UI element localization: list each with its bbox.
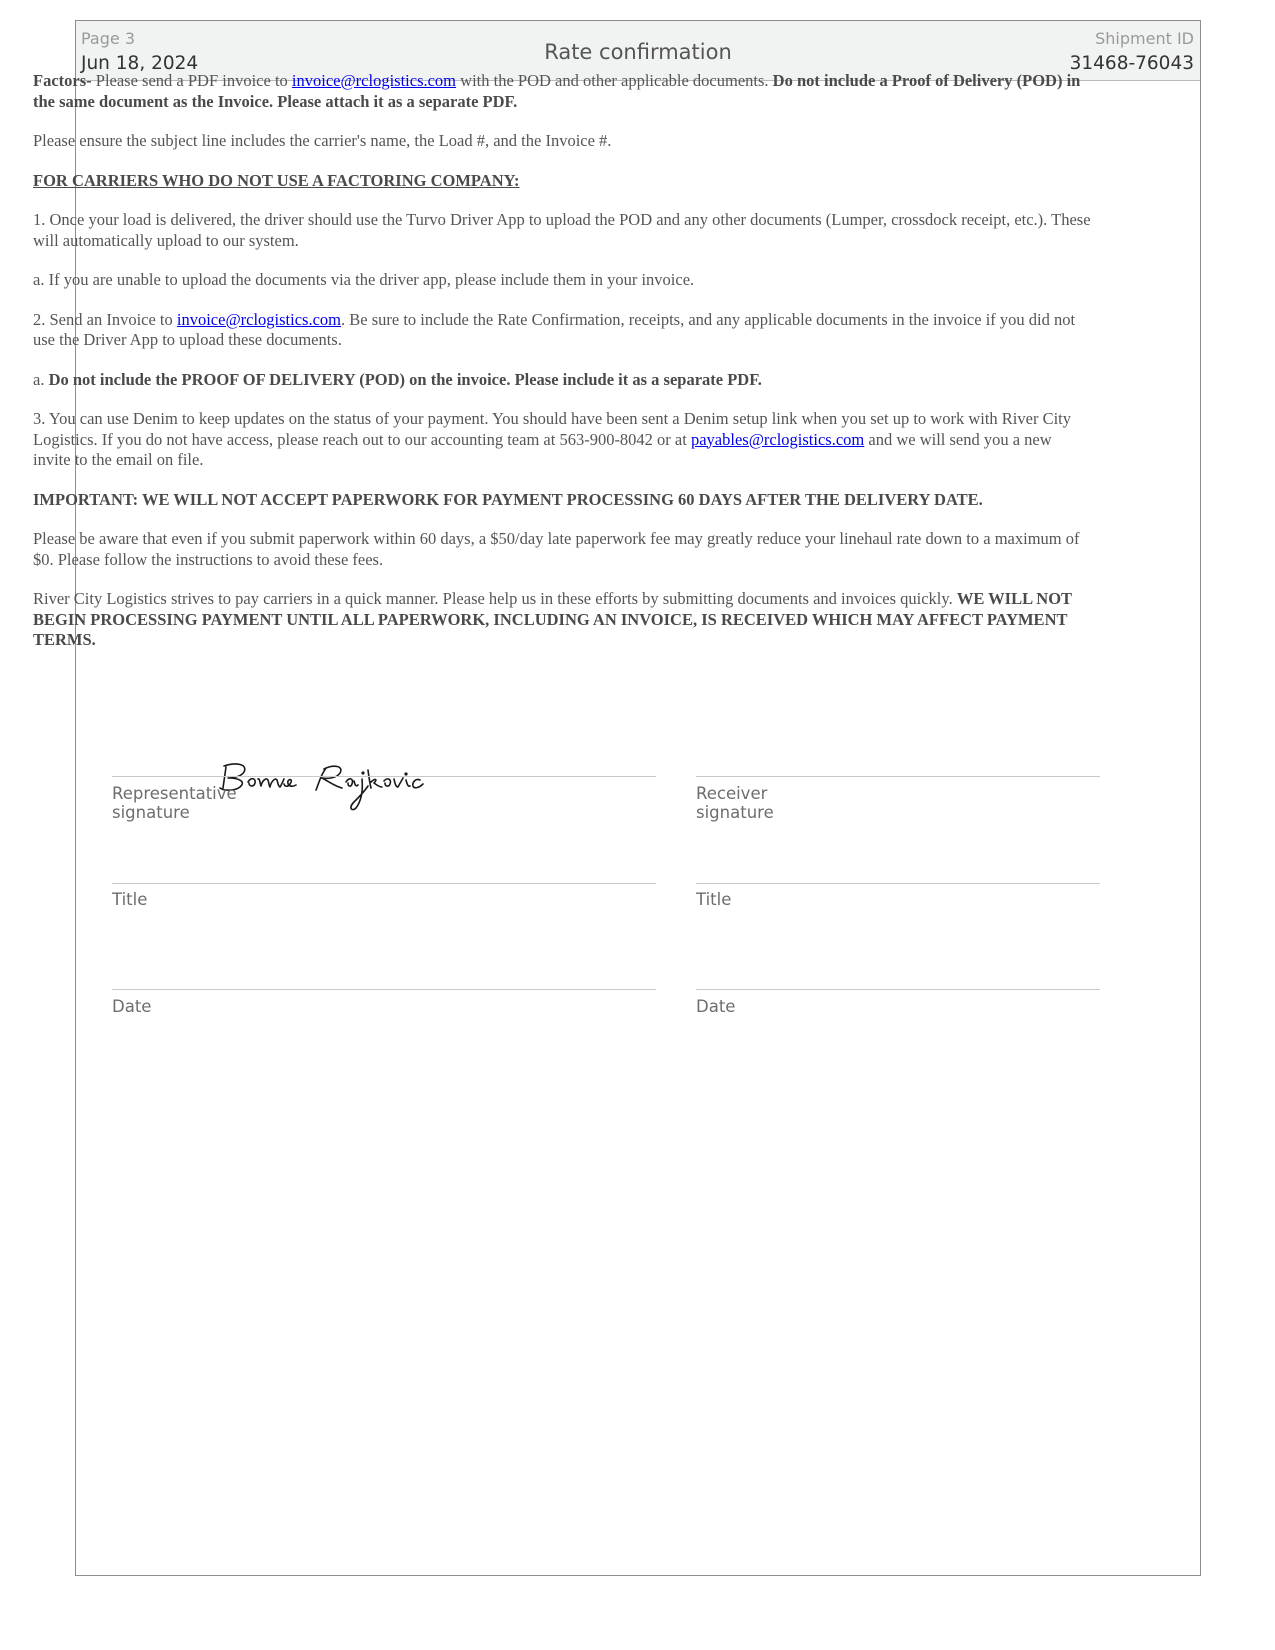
document-date: Jun 18, 2024: [81, 53, 199, 74]
factors-text: Please send a PDF invoice to: [91, 71, 292, 90]
step-2a-warning: Do not include the PROOF OF DELIVERY (POD) on the invoice. Please include it as a separate PDF.: [48, 369, 762, 389]
representative-title-line[interactable]: [112, 883, 656, 884]
factors-warning: Do not include a Proof of Delivery (POD) in the same document as the Invoice. Please attach it as a separate PDF.: [33, 71, 1081, 111]
page-number: Page 3: [81, 29, 135, 48]
step-3-text: 3. You can use Denim to keep updates on the status of your payment. You should have been sent a Denim setup link when you set up to work with River City Logistics. If you do not have access, please reach out to our accounting team at 563-900-8042 or at: [33, 409, 1071, 449]
step-1a-paragraph: a. If you are unable to upload the documents via the driver app, please include them in your invoice.: [33, 270, 695, 289]
step-2-text: 2. Send an Invoice to: [33, 309, 177, 329]
subject-line-paragraph: Please ensure the subject line includes the carrier's name, the Load #, and the Invoice #.: [33, 131, 612, 150]
payment-terms-text: River City Logistics strives to pay carriers in a quick manner. Please help us in these efforts by submitting documents and invoices quickly.: [33, 589, 957, 608]
important-notice: [33, 490, 1093, 511]
factors-text-after: with the POD and other applicable documents.: [456, 71, 773, 90]
factors-lead: Factors-: [33, 71, 92, 90]
receiver-title-line[interactable]: [696, 883, 1100, 884]
step-1-paragraph: 1. Once your load is delivered, the driver should use the Turvo Driver App to upload the POD and any other documents (Lumper, crossdock receipt, etc.). These will automatically upload to our system.: [33, 210, 1091, 250]
receiver-signature-line[interactable]: [696, 776, 1100, 777]
invoice-email-link[interactable]: invoice@rclogistics.com: [291, 71, 457, 90]
payment-terms-warning: WE WILL NOT BEGIN PROCESSING PAYMENT UNTIL ALL PAPERWORK, INCLUDING AN INVOICE, IS RECEIVED WHICH MAY AFFECT PAYMENT TERMS.: [33, 589, 1072, 649]
receiver-signature-label: Receiver signature: [696, 784, 774, 822]
representative-signature-label: Representative signature: [112, 784, 237, 822]
late-fee-paragraph: Please be aware that even if you submit paperwork within 60 days, a $50/day late paperwork fee may greatly reduce your linehaul rate down to a maximum of $0. Please follow the instructions to avoid these fees.: [33, 529, 1080, 569]
representative-date-line[interactable]: [112, 989, 656, 990]
important-notice-text: IMPORTANT: WE WILL NOT ACCEPT PAPERWORK FOR PAYMENT PROCESSING 60 DAYS AFTER THE DELIVERY DATE.: [33, 489, 983, 509]
invoice-email-link-2[interactable]: invoice@rclogistics.com: [176, 309, 342, 329]
representative-date-label: Date: [112, 997, 152, 1016]
representative-handwritten-signature: [218, 760, 468, 820]
document-title: Rate confirmation: [544, 40, 732, 64]
step-2-paragraph: [33, 310, 1093, 351]
shipment-id: 31468-76043: [1069, 53, 1194, 74]
shipment-id-label: Shipment ID: [1095, 29, 1194, 48]
non-factoring-heading: FOR CARRIERS WHO DO NOT USE A FACTORING COMPANY:: [33, 170, 520, 190]
step-3-text-after: and we will send you a new invite to the email on file.: [33, 429, 1052, 469]
instructions-body: [33, 71, 1093, 670]
representative-title-label: Title: [112, 890, 148, 909]
step-2-text-after: . Be sure to include the Rate Confirmation, receipts, and any applicable documents in the invoice if you did not use the Driver App to upload these documents.: [33, 309, 1076, 349]
receiver-date-line[interactable]: [696, 989, 1100, 990]
factors-paragraph: [33, 71, 1093, 112]
step-2a-paragraph: [33, 370, 1093, 391]
receiver-title-label: Title: [696, 890, 732, 909]
receiver-date-label: Date: [696, 997, 736, 1016]
payment-terms-paragraph: [33, 589, 1093, 651]
step-3-paragraph: [33, 409, 1093, 471]
payables-email-link[interactable]: payables@rclogistics.com: [690, 429, 865, 449]
step-2a-prefix: a.: [33, 369, 49, 389]
representative-signature-line[interactable]: [112, 776, 656, 777]
